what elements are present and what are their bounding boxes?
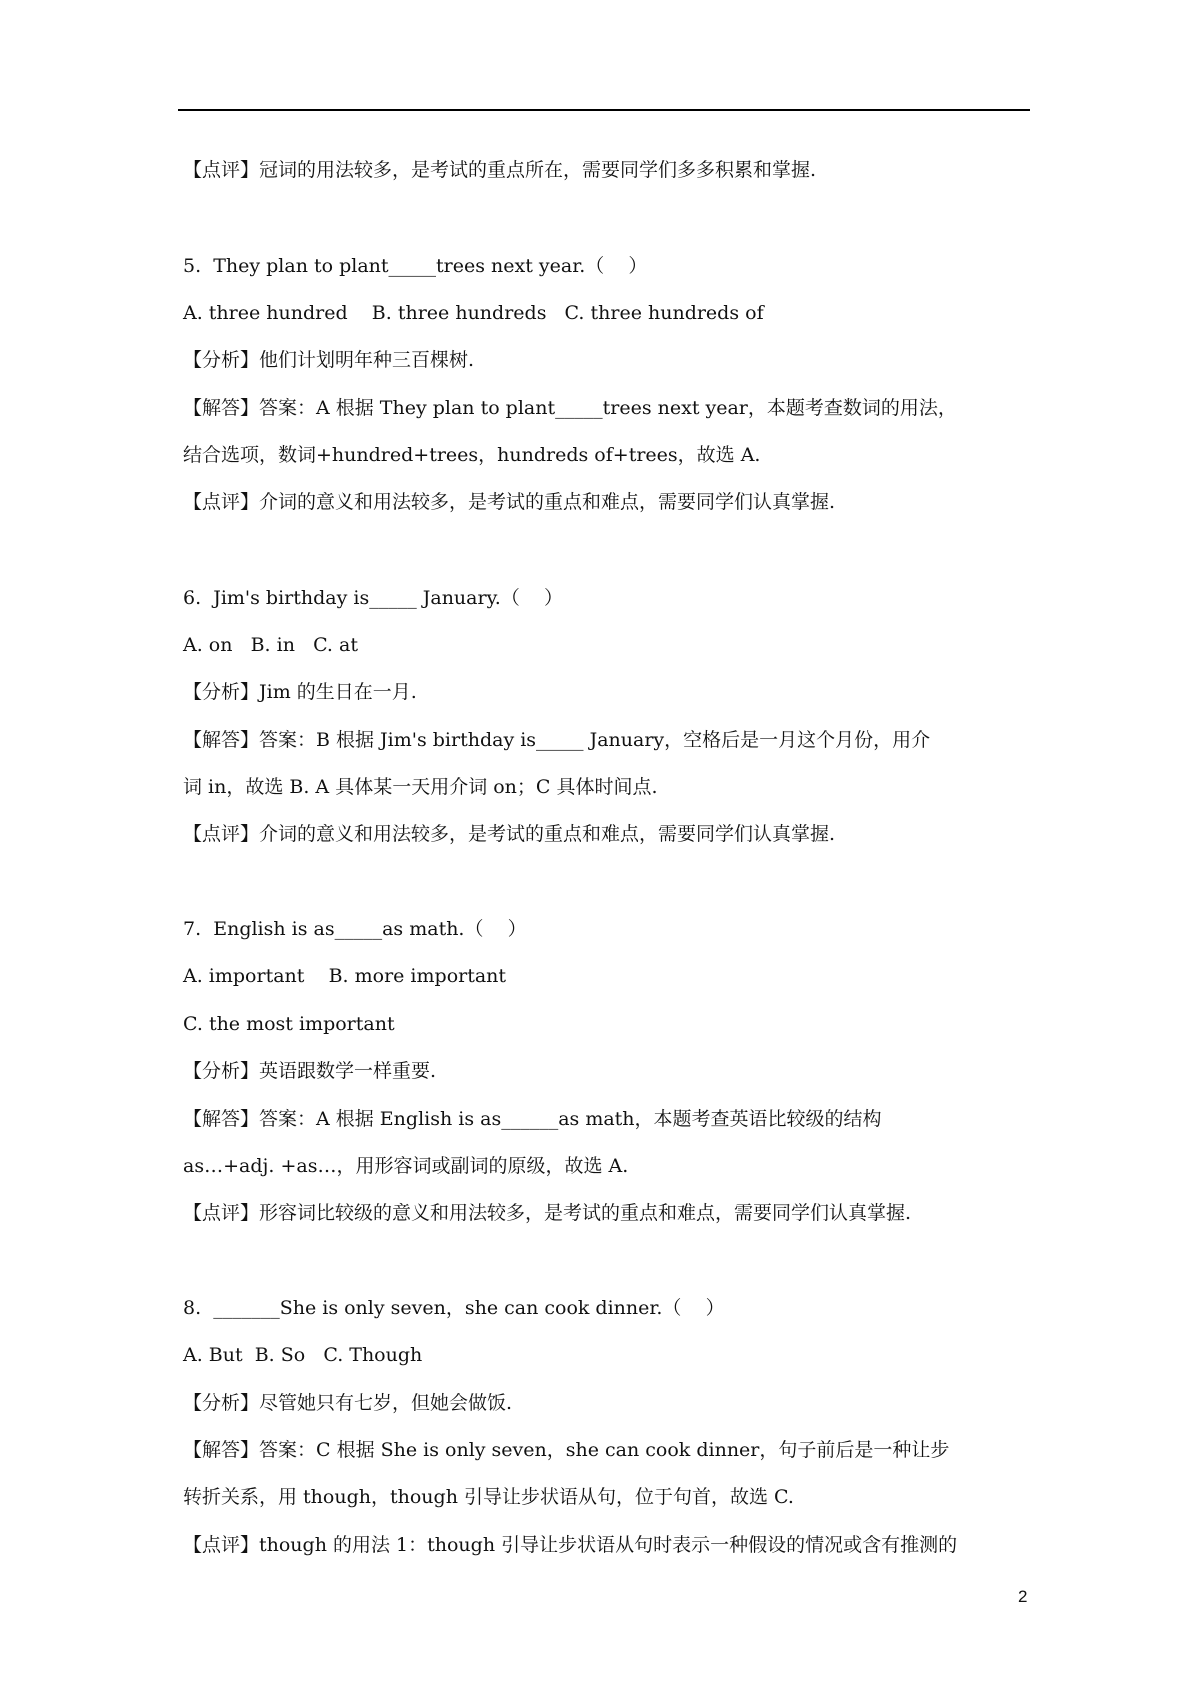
analysis-line: 【分析】尽管她只有七岁，但她会做饭. — [183, 1392, 513, 1414]
question-8: 8. _______She is only seven，she can cook dinner.（ ） — [183, 1297, 725, 1319]
question-7-options: A. important B. more important — [183, 965, 507, 987]
answer-line: 【解答】答案：C 根据 She is only seven，she can cook dinner，句子前后是一种让步 — [183, 1439, 950, 1461]
answer-line: 【解答】答案：A 根据 They plan to plant_____trees next year，本题考查数词的用法， — [183, 397, 957, 419]
question-6-options: A. on B. in C. at — [183, 634, 358, 656]
comment-line: 【点评】形容词比较级的意义和用法较多，是考试的重点和难点，需要同学们认真掌握. — [183, 1202, 912, 1224]
header-rule — [178, 109, 1030, 111]
answer-line: 词 in，故选 B. A 具体某一天用介词 on；C 具体时间点. — [183, 776, 658, 798]
answer-line: 【解答】答案：B 根据 Jim's birthday is_____ January，空格后是一月这个月份，用介 — [183, 729, 931, 751]
answer-line: as…+adj. +as…，用形容词或副词的原级，故选 A. — [183, 1155, 629, 1177]
answer-line: 【解答】答案：A 根据 English is as______as math，本题考查英语比较级的结构 — [183, 1108, 882, 1130]
question-5: 5. They plan to plant_____trees next year.（ ） — [183, 255, 648, 277]
question-6: 6. Jim's birthday is_____ January.（ ） — [183, 587, 563, 609]
analysis-line: 【分析】Jim 的生日在一月. — [183, 681, 417, 703]
analysis-line: 【分析】英语跟数学一样重要. — [183, 1060, 437, 1082]
question-8-options: A. But B. So C. Though — [183, 1344, 423, 1366]
comment-line: 【点评】冠词的用法较多，是考试的重点所在，需要同学们多多积累和掌握. — [183, 159, 817, 181]
comment-line: 【点评】though 的用法 1：though 引导让步状语从句时表示一种假设的情况或含有推测的 — [183, 1534, 958, 1556]
comment-line: 【点评】介词的意义和用法较多，是考试的重点和难点，需要同学们认真掌握. — [183, 491, 836, 513]
answer-line: 结合选项，数词+hundred+trees，hundreds of+trees，故选 A. — [183, 444, 761, 466]
question-7-options: C. the most important — [183, 1013, 395, 1035]
answer-line: 转折关系，用 though，though 引导让步状语从句，位于句首，故选 C. — [183, 1486, 794, 1508]
comment-line: 【点评】介词的意义和用法较多，是考试的重点和难点，需要同学们认真掌握. — [183, 823, 836, 845]
question-7: 7. English is as_____as math.（ ） — [183, 918, 527, 940]
page-number: 2 — [1018, 1587, 1028, 1606]
analysis-line: 【分析】他们计划明年种三百棵树. — [183, 349, 475, 371]
question-5-options: A. three hundred B. three hundreds C. three hundreds of — [183, 302, 764, 324]
